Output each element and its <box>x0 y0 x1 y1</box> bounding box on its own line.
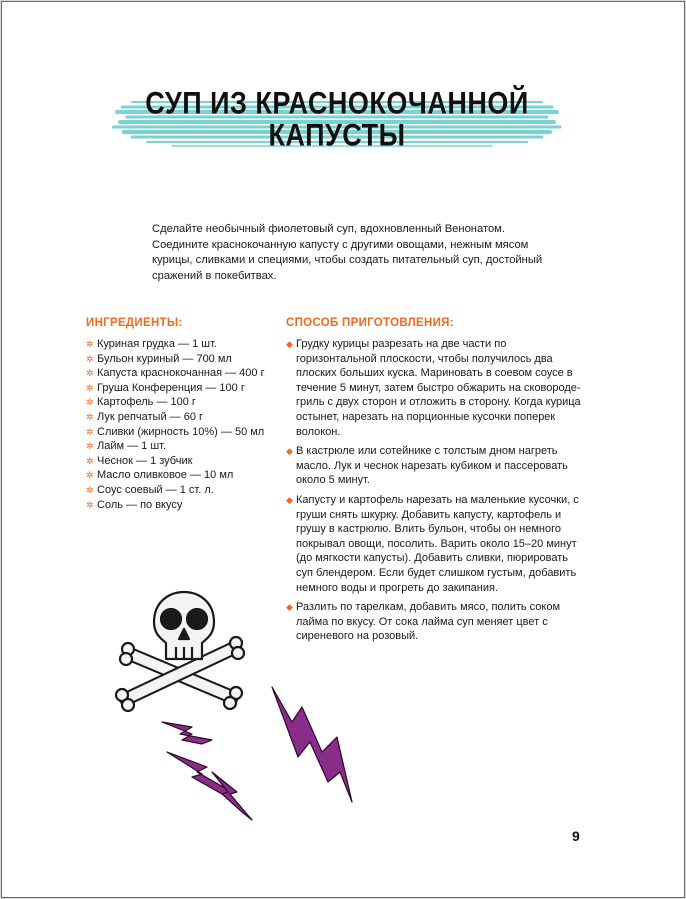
method-heading: СПОСОБ ПРИГОТОВЛЕНИЯ: <box>286 317 454 329</box>
ingredient-text: Соль — по вкусу <box>97 498 183 511</box>
ingredient-text: Чеснок — 1 зубчик <box>97 454 193 467</box>
ingredient-text: Бульон куриный — 700 мл <box>97 352 232 365</box>
ingredient-text: Лук репчатый — 60 г <box>97 410 204 423</box>
intro-line: сражений в покебитвах. <box>152 269 277 282</box>
star-bullet-icon: ✲ <box>86 368 94 379</box>
ingredient-text: Лайм — 1 шт. <box>97 440 167 453</box>
page-number: 9 <box>572 828 580 844</box>
ingredient-item <box>86 410 271 425</box>
ingredient-item <box>86 425 271 440</box>
diamond-bullet-icon: ◆ <box>286 494 293 505</box>
star-bullet-icon: ✲ <box>86 382 94 393</box>
diamond-bullet-icon: ◆ <box>286 602 293 613</box>
method-step-text: Разлить по тарелкам, добавить мясо, полить соком лайма по вкусу. От сока лайма суп меняет цвет с сиреневого на розовый. <box>296 601 561 643</box>
intro-line: Соедините краснокочанную капусту с другими овощами, нежным мясом <box>152 238 529 251</box>
star-bullet-icon: ✲ <box>86 455 94 466</box>
ingredients-heading: ИНГРЕДИЕНТЫ: <box>86 317 183 329</box>
ingredient-item <box>86 468 271 483</box>
ingredients-list <box>86 337 271 512</box>
star-bullet-icon: ✲ <box>86 397 94 408</box>
ingredient-item <box>86 483 271 498</box>
star-bullet-icon: ✲ <box>86 499 94 510</box>
method-step <box>286 337 586 439</box>
ingredient-item <box>86 498 271 513</box>
ingredient-item <box>86 454 271 469</box>
method-step <box>286 493 586 595</box>
intro-line: Сделайте необычный фиолетовый суп, вдохновленный Венонатом. <box>152 223 505 235</box>
ingredient-text: Сливки (жирность 10%) — 50 мл <box>97 425 265 438</box>
ingredient-text: Масло оливковое — 10 мл <box>97 469 234 482</box>
method-step-text: Капусту и картофель нарезать на маленькие кусочки, с груши снять шкурку. Добавить капусту, картофель и грушу в кастрюлю. Влить бульон, чтобы он немного покрывал овощи, посолить. Варить около 15–20 минут (до мягкости капусты). Добавить сливки, пюрировать суп блендером. Если будет слишком густым, добавить немного воды и прогреть до закипания. <box>296 493 579 594</box>
ingredient-text: Соус соевый — 1 ст. л. <box>97 483 214 496</box>
ingredient-item <box>86 352 271 367</box>
ingredient-item <box>86 337 271 352</box>
star-bullet-icon: ✲ <box>86 339 94 349</box>
star-bullet-icon: ✲ <box>86 426 94 437</box>
intro-line: курицы, сливками и специями, чтобы создать питательный суп, достойный <box>152 254 543 266</box>
recipe-page <box>1 1 685 898</box>
method-step-text: В кастрюле или сотейнике с толстым дном нагреть масло. Лук и чеснок нарезать кубиком и пассеровать около 5 минут. <box>296 445 568 487</box>
method-steps <box>286 337 586 649</box>
star-bullet-icon: ✲ <box>86 411 94 422</box>
method-step-text: Грудку курицы разрезать на две части по горизонтальной плоскости, чтобы получилось два плоских больших куска. Мариновать в соевом соусе в течение 5 минут, затем быстро обжарить на сковороде-гриль с двух сторон и отложить в сторону. Когда курица остынет, нарезать на порционные кусочки поперек волокон. <box>296 338 581 438</box>
star-bullet-icon: ✲ <box>86 470 94 481</box>
ingredient-item <box>86 381 271 396</box>
ingredient-item <box>86 439 271 454</box>
star-bullet-icon: ✲ <box>86 484 94 495</box>
page-title-line2: КАПУСТЫ <box>268 117 406 153</box>
zigzag-lightning-decoration <box>152 682 362 832</box>
method-step <box>286 444 586 488</box>
page-title-line1: СУП ИЗ КРАСНОКОЧАННОЙ <box>145 85 529 121</box>
diamond-bullet-icon: ◆ <box>286 339 293 349</box>
intro-text <box>152 222 572 284</box>
ingredient-text: Куриная грудка — 1 шт. <box>97 338 217 350</box>
ingredient-item <box>86 366 271 381</box>
star-bullet-icon: ✲ <box>86 441 94 452</box>
ingredient-text: Груша Конференция — 100 г <box>97 381 245 394</box>
method-step <box>286 600 586 644</box>
title-block <box>112 82 562 162</box>
ingredient-text: Картофель — 100 г <box>97 396 196 409</box>
ingredient-item <box>86 395 271 410</box>
star-bullet-icon: ✲ <box>86 353 94 364</box>
diamond-bullet-icon: ◆ <box>286 446 293 457</box>
ingredient-text: Капуста краснокочанная — 400 г <box>97 367 265 380</box>
